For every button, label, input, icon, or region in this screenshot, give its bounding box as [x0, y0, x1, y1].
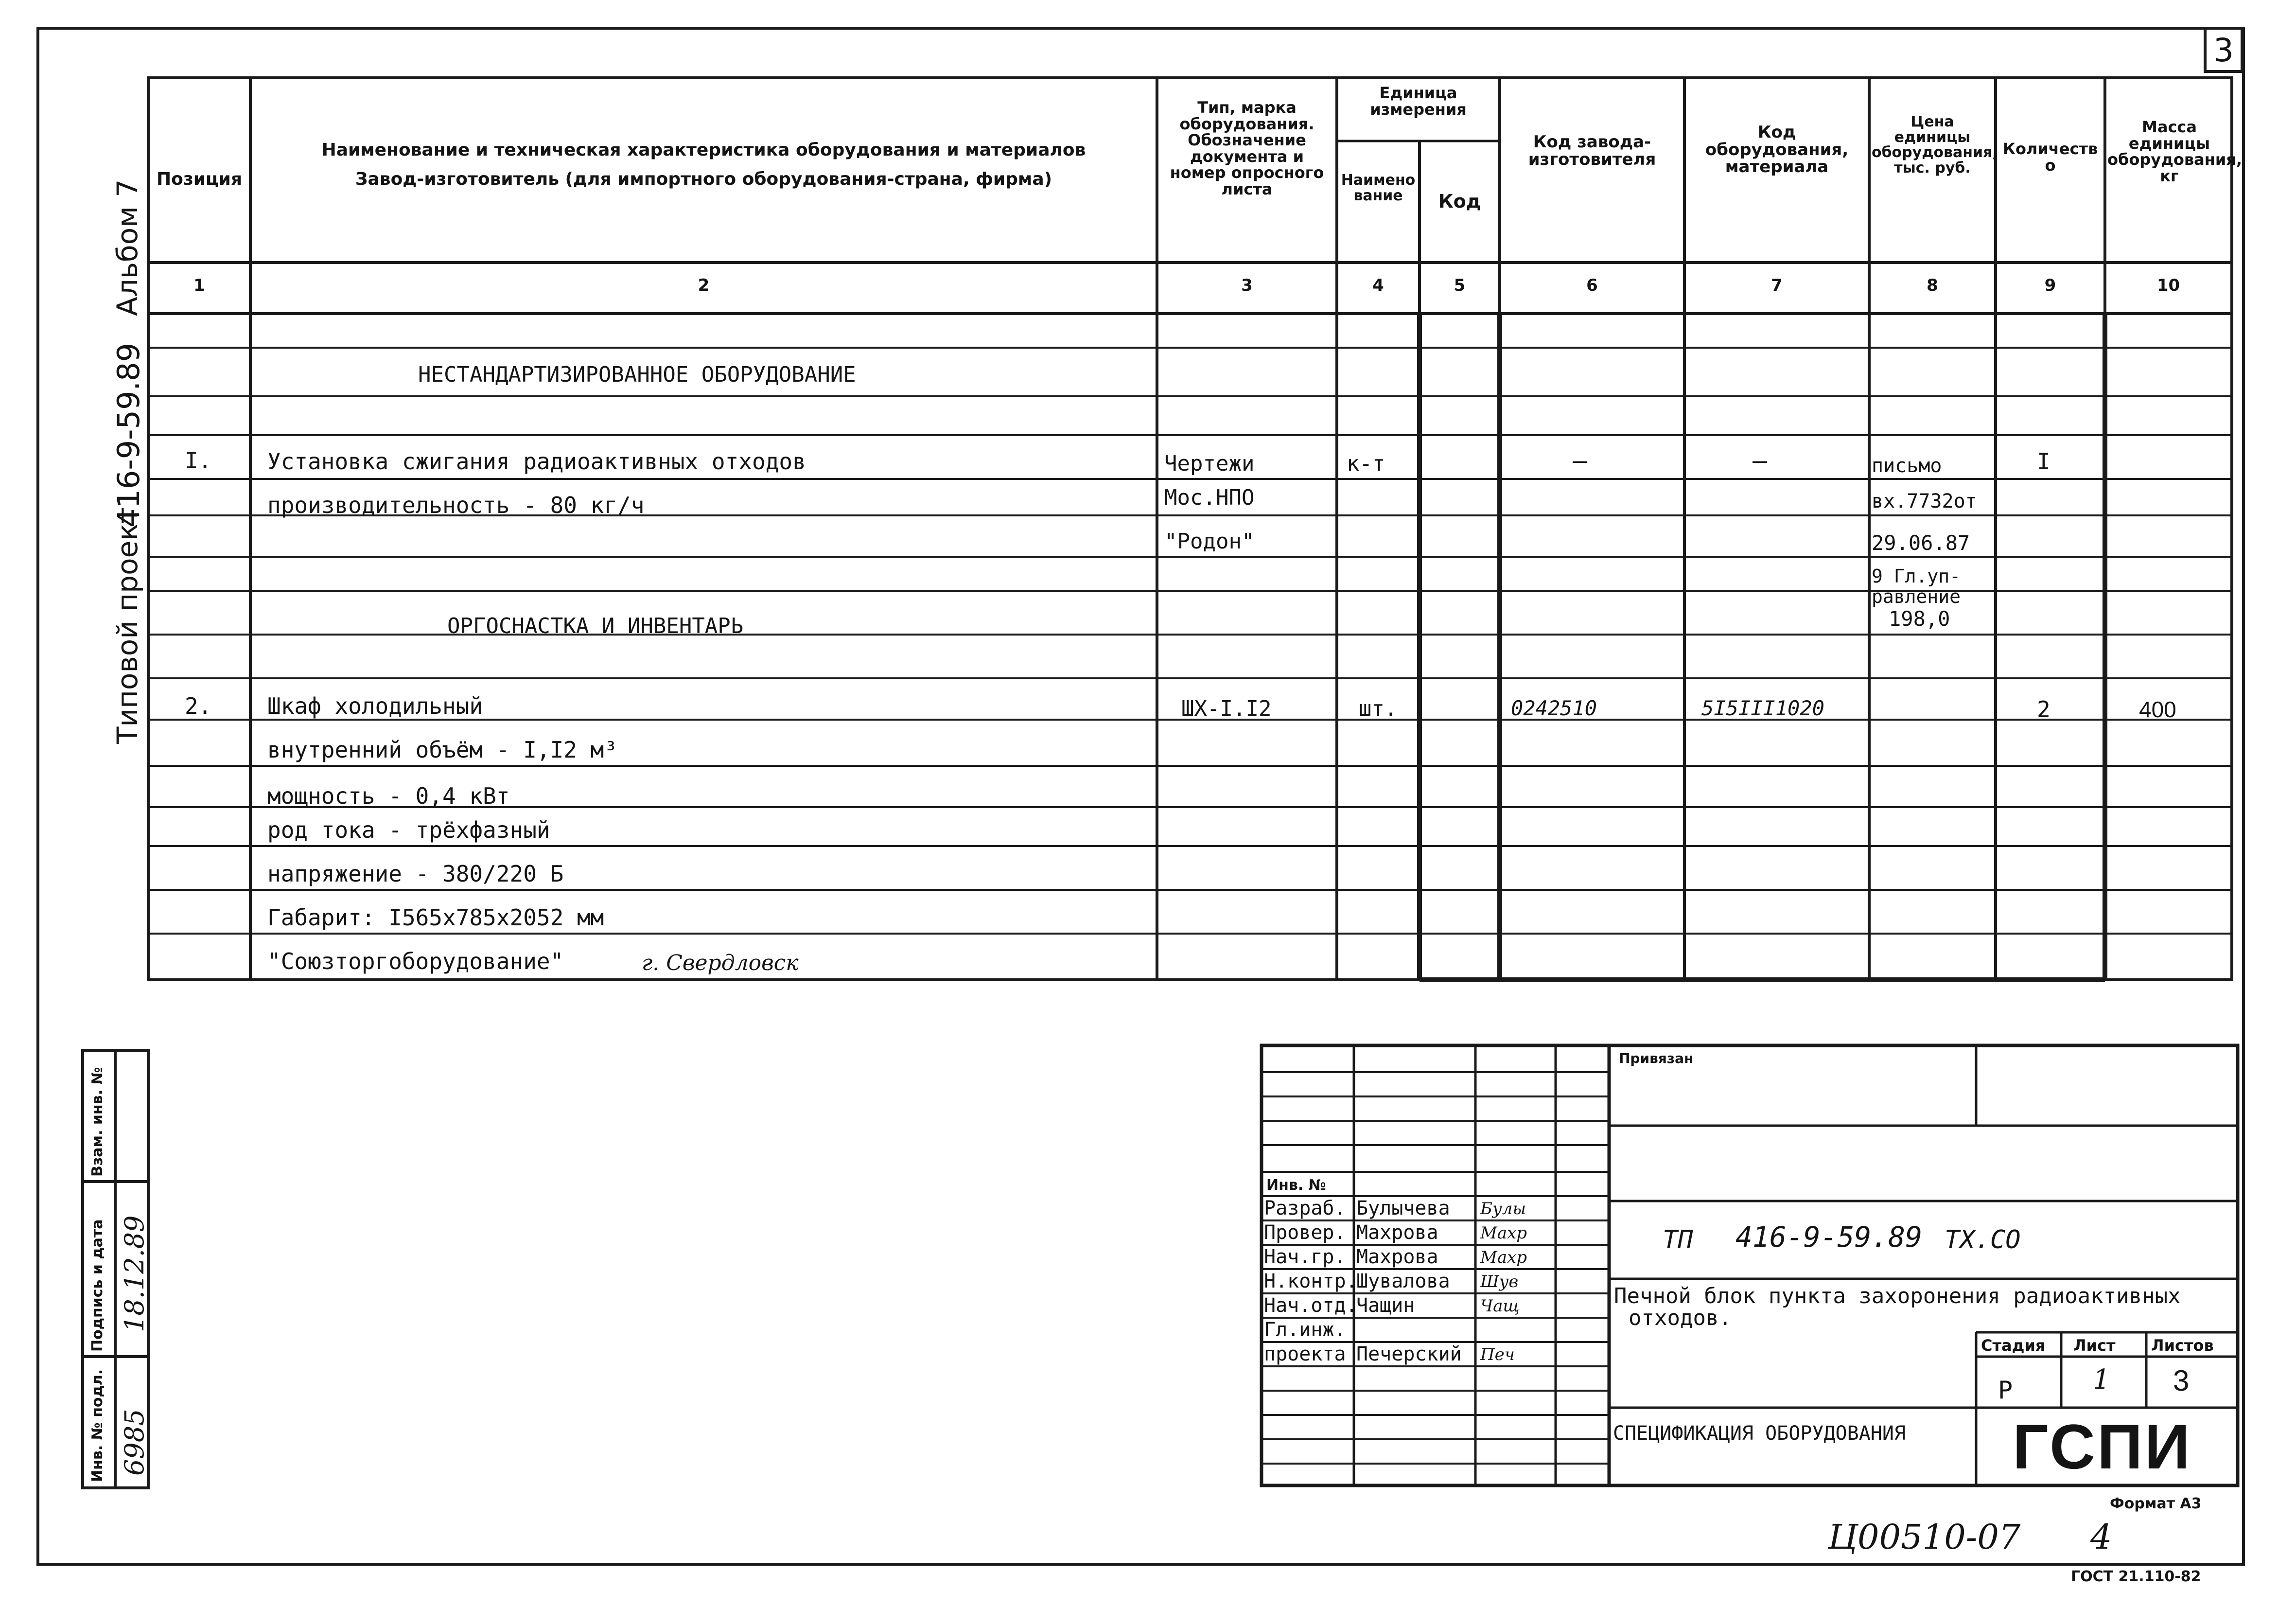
stamp-code-prefix: ТП — [1663, 1225, 1693, 1255]
stamp-role: Провер. — [1264, 1221, 1346, 1244]
item1-name-line2: производительность - 80 кг/ч — [267, 492, 645, 518]
header-mass: Масса единицы оборудования, кг — [2107, 118, 2242, 185]
stamp-doc-name: СПЕЦИФИКАЦИЯ ОБОРУДОВАНИЯ — [1613, 1422, 1906, 1445]
stamp-role: Нач.гр. — [1264, 1246, 1346, 1268]
item1-price-line5: равление — [1872, 586, 1961, 607]
stamp-signature: Махр — [1480, 1223, 1527, 1243]
header-equip-code: Код оборудования, материала — [1705, 123, 1849, 177]
header-name-line2: Завод-изготовитель (для импортного оборудования-страна, фирма) — [355, 169, 1052, 189]
vzam-label: Взам. инв. № — [89, 1067, 106, 1177]
stamp-title-line2: отходов. — [1629, 1306, 1732, 1330]
column-number-6: 6 — [1586, 276, 1598, 295]
item2-name-line1: Шкаф холодильный — [267, 693, 483, 719]
format-label: Формат А3 — [2110, 1495, 2202, 1512]
column-number-2: 2 — [698, 276, 710, 295]
item2-quantity: 2 — [2037, 696, 2051, 723]
project-code-vertical: 416-9-59.89 — [111, 342, 146, 528]
stamp-signature: Булы — [1480, 1199, 1526, 1219]
stamp-person-name: Чащин — [1356, 1294, 1415, 1317]
header-factory-code: Код завода-изготовителя — [1528, 132, 1656, 169]
stamp-privyazan: Привязан — [1619, 1050, 1694, 1066]
stamp-person-name: Булычева — [1356, 1197, 1450, 1219]
column-number-5: 5 — [1454, 276, 1466, 295]
item1-price-line3: 29.06.87 — [1872, 531, 1970, 555]
item2-name-line6: Габарит: I565х785х2052 мм — [267, 904, 604, 931]
column-number-4: 4 — [1372, 276, 1384, 295]
section-nonstandard: НЕСТАНДАРТИЗИРОВАННОЕ ОБОРУДОВАНИЕ — [418, 362, 856, 387]
item1-quantity: I — [2037, 448, 2051, 475]
item1-equip-code: – — [1753, 446, 1768, 475]
stamp-stage: Р — [1998, 1376, 2013, 1404]
inv-podl-label: Инв. № подл. — [89, 1369, 106, 1482]
header-type: Тип, марка оборудования. Обозначение документа и номер опросного листа — [1170, 98, 1324, 198]
column-number-9: 9 — [2044, 276, 2056, 295]
stamp-sheets-label: Листов — [2151, 1336, 2214, 1355]
header-price: Цена единицы оборудования, тыс. руб. — [1872, 113, 1998, 177]
sign-date-label: Подпись и дата — [89, 1219, 106, 1352]
stamp-sheet-label: Лист — [2073, 1336, 2116, 1355]
item1-factory-code: – — [1573, 446, 1588, 475]
project-type-label: Типовой проект — [111, 507, 144, 744]
item2-unit: шт. — [1359, 696, 1398, 721]
item1-price-line4: 9 Гл.уп- — [1872, 565, 1961, 587]
stamp-signature: Печ — [1480, 1345, 1515, 1364]
header-position: Позиция — [156, 169, 243, 189]
archive-number: Ц00510-07 — [1828, 1517, 2021, 1557]
item2-name-line4: род тока - трёхфазный — [267, 817, 550, 843]
item2-position: 2. — [185, 693, 212, 719]
header-name-line1: Наименование и техническая характеристика оборудования и материалов — [321, 140, 1086, 160]
sign-date-value: 18.12.89 — [119, 1215, 150, 1332]
stamp-code-suffix: ТХ.СО — [1945, 1225, 2021, 1255]
item1-type-line2: Мос.НПО — [1164, 485, 1255, 510]
stamp-person-name: Махрова — [1356, 1221, 1438, 1244]
column-number-10: 10 — [2156, 276, 2180, 295]
column-number-8: 8 — [1927, 276, 1938, 295]
item2-name-line3: мощность - 0,4 кВт — [267, 783, 510, 809]
stamp-person-name: Печерский — [1356, 1343, 1462, 1365]
item2-equip-code: 5I5III1020 — [1701, 696, 1824, 720]
item1-price-line6: 198,0 — [1889, 607, 1950, 631]
header-unit-name: Наименование — [1341, 172, 1416, 204]
item2-factory-code: 0242510 — [1511, 696, 1597, 720]
stamp-role: проекта — [1264, 1343, 1346, 1365]
item2-name-line5: напряжение - 380/220 Б — [267, 861, 564, 887]
stamp-stage-label: Стадия — [1981, 1336, 2046, 1355]
stamp-signature: Шув — [1480, 1272, 1519, 1291]
column-number-3: 3 — [1241, 276, 1253, 295]
header-unit-code: Код — [1438, 191, 1481, 212]
stamp-role: Гл.инж. — [1264, 1319, 1346, 1341]
header-quantity: Количество — [2002, 140, 2098, 175]
item1-name-line1: Установка сжигания радиоактивных отходов — [267, 448, 806, 475]
album-label: Альбом 7 — [111, 179, 144, 316]
item2-name-line7b: г. Свердловск — [642, 951, 799, 975]
stamp-sheets: 3 — [2173, 1364, 2190, 1397]
item1-price-line1: письмо — [1872, 455, 1942, 477]
stamp-person-name: Махрова — [1356, 1246, 1438, 1268]
column-number-1: 1 — [193, 276, 205, 295]
header-unit-group: Единица измерения — [1370, 84, 1467, 119]
stamp-person-name: Шувалова — [1356, 1270, 1450, 1292]
item1-type-line3: "Родон" — [1164, 529, 1255, 554]
gost-label: ГОСТ 21.110-82 — [2071, 1568, 2201, 1585]
item2-mass: 400 — [2139, 697, 2176, 722]
stamp-org: ГСПИ — [2013, 1411, 2192, 1482]
section-tools: ОРГОСНАСТКА И ИНВЕНТАРЬ — [447, 614, 744, 638]
item2-type: ШХ-I.I2 — [1181, 696, 1272, 721]
item1-type-line1: Чертежи — [1164, 451, 1255, 476]
stamp-role: Нач.отд. — [1264, 1294, 1358, 1317]
stamp-role: Разраб. — [1264, 1197, 1346, 1219]
item1-unit: к-т — [1347, 451, 1385, 476]
stamp-title-line1: Печной блок пункта захоронения радиоактивных — [1614, 1284, 2181, 1308]
inv-podl-value: 6985 — [119, 1409, 150, 1476]
stamp-signature: Махр — [1480, 1248, 1527, 1267]
column-number-7: 7 — [1771, 276, 1783, 295]
sheet-number: 3 — [2204, 27, 2243, 73]
archive-sheet: 4 — [2090, 1517, 2112, 1557]
item1-price-line2: вх.7732от — [1872, 490, 1977, 512]
stamp-inv-no: Инв. № — [1266, 1177, 1326, 1194]
stamp-role: Н.контр. — [1264, 1270, 1358, 1292]
stamp-signature: Чащ — [1480, 1296, 1520, 1316]
stamp-sheet: 1 — [2093, 1364, 2110, 1396]
item2-name-line2: внутренний объём - I,I2 м³ — [267, 737, 618, 763]
stamp-code: 416-9-59.89 — [1735, 1220, 1923, 1254]
item1-position: I. — [185, 447, 212, 474]
item2-name-line7a: "Союзторгоборудование" — [267, 948, 564, 974]
